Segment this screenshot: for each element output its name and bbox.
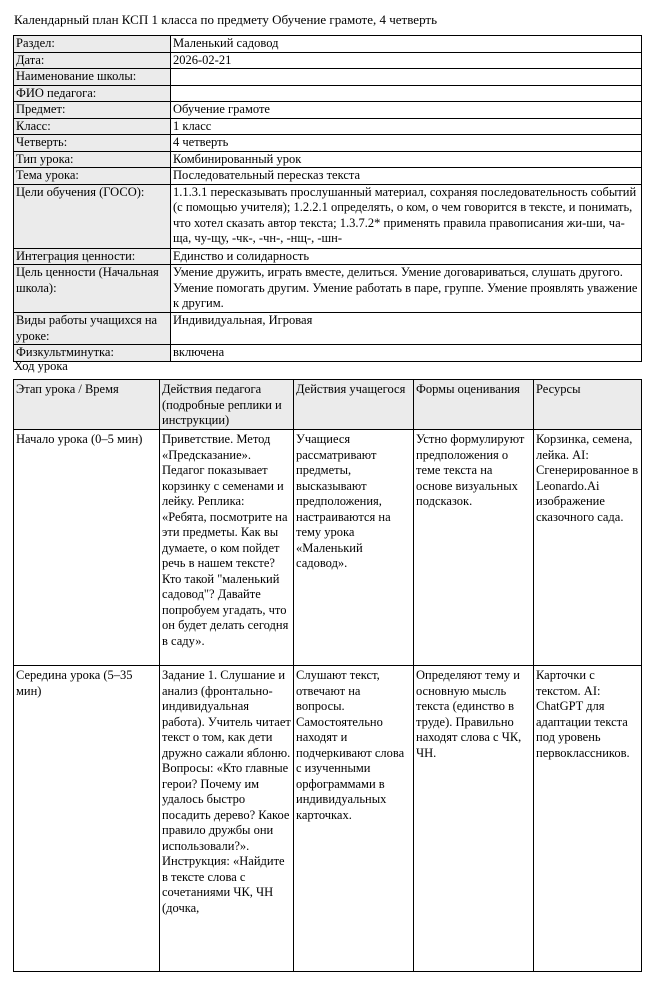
- table-cell: Карточки с текстом. AI: ChatGPT для адаптации текста под уровень первоклассников.: [534, 666, 642, 972]
- info-row-grade: [14, 118, 642, 135]
- info-key: Физкультминутка:: [14, 345, 171, 362]
- info-value: 1 класс: [171, 118, 642, 135]
- info-key: Дата:: [14, 52, 171, 69]
- column-header-student-actions: Действия учащегося: [294, 380, 414, 430]
- table-cell: Задание 1. Слушание и анализ (фронтально-индивидуальная работа). Учитель читает текст о том, как дети дружно сажали яблоню. Вопросы: «Кто главные герои? Почему им удалось быстро посадить дерево? Какое правило дружбы они использовали?». Инструкция: «Найдите в тексте слова с сочетаниями ЧК, ЧН (дочка,: [160, 666, 294, 972]
- lesson-row-middle: [14, 666, 642, 972]
- table-cell: Определяют тему и основную мысль текста (единство в труде). Правильно находят слова с ЧК, ЧН.: [414, 666, 534, 972]
- info-value: Маленький садовод: [171, 36, 642, 53]
- lesson-flow-table: [13, 379, 642, 972]
- info-value: Обучение грамоте: [171, 102, 642, 119]
- info-key: Предмет:: [14, 102, 171, 119]
- column-header-stage: Этап урока / Время: [14, 380, 160, 430]
- info-value: [171, 69, 642, 86]
- info-key: Интеграция ценности:: [14, 248, 171, 265]
- table-cell: Слушают текст, отвечают на вопросы. Самостоятельно находят и подчеркивают слова с изученными орфограммами в индивидуальных карточках.: [294, 666, 414, 972]
- table-cell: Приветствие. Метод «Предсказание». Педагог показывает корзинку с семенами и лейку. Реплика: «Ребята, посмотрите на эти предметы. Как вы думаете, о ком пойдет речь в нашем тексте? Кто такой "маленький садовод"? Давайте попробуем угадать, что он будет делать сегодня в саду».: [160, 430, 294, 666]
- info-row-topic: [14, 168, 642, 185]
- info-row-subject: [14, 102, 642, 119]
- lesson-header-row: [14, 380, 642, 430]
- column-header-teacher-actions: Действия педагога (подробные реплики и инструкции): [160, 380, 294, 430]
- table-cell: Устно формулируют предположения о теме текста на основе визуальных подсказок.: [414, 430, 534, 666]
- info-key: Виды работы учащихся на уроке:: [14, 313, 171, 345]
- info-value: Последовательный пересказ текста: [171, 168, 642, 185]
- table-cell: Начало урока (0–5 мин): [14, 430, 160, 666]
- info-row-date: [14, 52, 642, 69]
- lesson-flow-heading: Ход урока: [14, 359, 68, 373]
- info-row-teacher: [14, 85, 642, 102]
- lesson-info-table: [13, 35, 642, 362]
- info-row-section: [14, 36, 642, 53]
- info-key: Тип урока:: [14, 151, 171, 168]
- info-value: 4 четверть: [171, 135, 642, 152]
- column-header-resources: Ресурсы: [534, 380, 642, 430]
- info-value: 1.1.3.1 пересказывать прослушанный материал, сохраняя последовательность событий (с помощью учителя); 1.2.2.1 определять, о ком, о чем говорится в тексте, и понимать, что хотел сказать автор текста; 1.3.7.2* применять правила правописания жи-ши, ча-ща, чу-щу, -чк-, -чн-, -нщ-, -шн-: [171, 184, 642, 248]
- info-value: Единство и солидарность: [171, 248, 642, 265]
- info-value: [171, 85, 642, 102]
- info-value: Комбинированный урок: [171, 151, 642, 168]
- table-cell: Корзинка, семена, лейка. AI: Сгенерированное в Leonardo.Ai изображение сказочного сада.: [534, 430, 642, 666]
- info-key: Четверть:: [14, 135, 171, 152]
- info-row-value-goal: [14, 265, 642, 313]
- info-value: включена: [171, 345, 642, 362]
- column-header-assessment: Формы оценивания: [414, 380, 534, 430]
- info-row-goals: [14, 184, 642, 248]
- info-row-quarter: [14, 135, 642, 152]
- info-value: Умение дружить, играть вместе, делиться. Умение договариваться, слушать другого. Умение помогать другим. Умение работать в паре, группе. Умение проявлять уважение к другим.: [171, 265, 642, 313]
- lesson-row-beginning: [14, 430, 642, 666]
- info-key: Цель ценности (Начальная школа):: [14, 265, 171, 313]
- info-row-school: [14, 69, 642, 86]
- info-value: 2026-02-21: [171, 52, 642, 69]
- info-key: Цели обучения (ГОСО):: [14, 184, 171, 248]
- table-cell: Учащиеся рассматривают предметы, высказывают предположения, настраиваются на тему урока «Маленький садовод».: [294, 430, 414, 666]
- table-cell: Середина урока (5–35 мин): [14, 666, 160, 972]
- info-key: Раздел:: [14, 36, 171, 53]
- info-row-work-types: [14, 313, 642, 345]
- info-row-value-integration: [14, 248, 642, 265]
- page-title: Календарный план КСП 1 класса по предмету Обучение грамоте, 4 четверть: [14, 12, 438, 27]
- info-key: Класс:: [14, 118, 171, 135]
- info-key: Наименование школы:: [14, 69, 171, 86]
- info-row-physical-break: [14, 345, 642, 362]
- info-key: Тема урока:: [14, 168, 171, 185]
- info-value: Индивидуальная, Игровая: [171, 313, 642, 345]
- info-key: ФИО педагога:: [14, 85, 171, 102]
- info-row-lesson-type: [14, 151, 642, 168]
